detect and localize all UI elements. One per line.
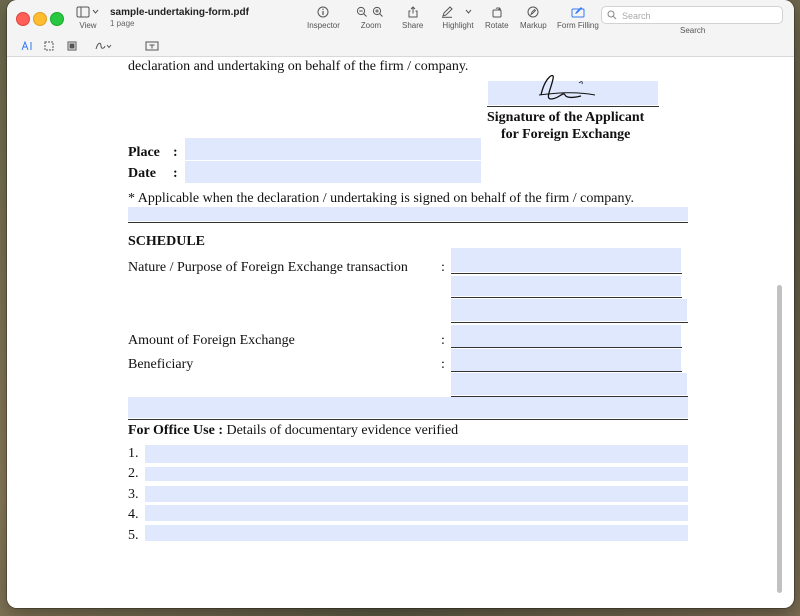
- view-button[interactable]: [76, 6, 100, 30]
- beneficiary-field-2[interactable]: [451, 373, 687, 395]
- vertical-scrollbar[interactable]: [777, 285, 782, 593]
- rectangular-selection-icon[interactable]: [43, 40, 55, 52]
- close-window-button[interactable]: [16, 12, 30, 26]
- amount-label: Amount of Foreign Exchange: [128, 333, 295, 348]
- beneficiary-line-1: [451, 371, 682, 372]
- form-filling-label: Form Filling: [557, 21, 599, 30]
- highlight-label: Highlight: [442, 21, 474, 30]
- beneficiary-input[interactable]: [451, 349, 681, 371]
- signature-label-2: for Foreign Exchange: [501, 127, 631, 142]
- office-use-heading: For Office Use :: [128, 423, 223, 438]
- evidence-input-5[interactable]: [145, 526, 688, 542]
- beneficiary-colon: :: [441, 357, 445, 372]
- evidence-input-3[interactable]: [145, 487, 688, 503]
- place-input[interactable]: [185, 138, 481, 160]
- evidence-field-1[interactable]: [145, 445, 688, 463]
- document-page-count: 1 page: [110, 19, 135, 28]
- form-filling-button[interactable]: [557, 6, 599, 30]
- inspector-button[interactable]: [307, 6, 340, 30]
- zoom-label: Zoom: [360, 21, 382, 30]
- nature-colon: :: [441, 260, 445, 275]
- nature-line-3: [451, 322, 688, 323]
- office-use-text: Details of documentary evidence verified: [222, 423, 459, 438]
- markup-button[interactable]: [520, 6, 547, 30]
- text-selection-icon[interactable]: [21, 40, 33, 52]
- preview-window: [7, 0, 794, 608]
- search-label: Search: [680, 26, 706, 35]
- highlight-button[interactable]: [440, 6, 476, 30]
- sketch-icon[interactable]: [95, 40, 113, 52]
- share-label: Share: [402, 21, 424, 30]
- place-colon: :: [173, 145, 178, 160]
- beneficiary-field-1[interactable]: [451, 349, 681, 371]
- evidence-input-2[interactable]: [145, 469, 688, 483]
- amount-colon: :: [441, 333, 445, 348]
- signature-label-1: Signature of the Applicant: [487, 110, 645, 125]
- markup-icon: [527, 6, 539, 18]
- nature-line-1: [451, 273, 682, 274]
- item-number-3: 3.: [128, 487, 139, 502]
- amount-line: [451, 347, 682, 348]
- inspector-label: Inspector: [307, 21, 340, 30]
- evidence-input-4[interactable]: [145, 506, 688, 522]
- minimize-window-button[interactable]: [33, 12, 47, 26]
- schedule-heading: SCHEDULE: [128, 234, 206, 249]
- rotate-button[interactable]: [485, 6, 509, 30]
- markup-label: Markup: [520, 21, 547, 30]
- amount-field[interactable]: [451, 325, 681, 347]
- nature-label: Nature / Purpose of Foreign Exchange transaction: [128, 260, 408, 275]
- pdf-page: [7, 57, 784, 608]
- handwritten-signature: [535, 69, 605, 107]
- evidence-input-1[interactable]: [145, 445, 688, 463]
- toolbar: [7, 0, 794, 38]
- nature-line-2: [451, 297, 682, 298]
- zoom-icons: [356, 6, 386, 18]
- asterisk-note: * Applicable when the declaration / undertaking is signed on behalf of the firm / company.: [128, 191, 635, 206]
- highlighter-icon: [440, 6, 476, 18]
- place-label: Place: [128, 145, 160, 160]
- redact-icon[interactable]: [66, 40, 78, 52]
- nature-field-2[interactable]: [451, 276, 681, 296]
- declaration-line: declaration and undertaking on behalf of the firm / company.: [128, 59, 469, 74]
- zoom-button[interactable]: [356, 6, 386, 30]
- signature-line: [487, 106, 659, 107]
- date-label: Date: [128, 166, 156, 181]
- date-field[interactable]: [185, 161, 481, 183]
- note-line: [128, 222, 688, 223]
- text-box-icon[interactable]: [145, 40, 159, 52]
- search-field[interactable]: [601, 6, 783, 24]
- item-number-1: 1.: [128, 446, 139, 461]
- note-field[interactable]: [128, 207, 688, 221]
- info-icon: [317, 6, 329, 18]
- evidence-field-2[interactable]: [145, 467, 688, 481]
- zoom-window-button[interactable]: [50, 12, 64, 26]
- beneficiary-line-3: [128, 419, 688, 420]
- nature-field-3[interactable]: [451, 299, 687, 321]
- item-number-5: 5.: [128, 528, 139, 543]
- beneficiary-label: Beneficiary: [128, 357, 194, 372]
- place-field[interactable]: [185, 138, 481, 160]
- markup-toolbar: [7, 37, 794, 57]
- rotate-icon: [491, 6, 503, 18]
- date-input[interactable]: [185, 161, 481, 183]
- nature-field-1[interactable]: [451, 248, 681, 272]
- item-number-2: 2.: [128, 466, 139, 481]
- evidence-field-4[interactable]: [145, 505, 688, 521]
- sidebar-icon: [76, 6, 100, 18]
- share-icon: [407, 6, 419, 18]
- rotate-label: Rotate: [485, 21, 509, 30]
- search-icon: [607, 10, 617, 20]
- form-filling-icon: [571, 6, 585, 18]
- search-input[interactable]: [620, 8, 774, 23]
- document-title: sample-undertaking-form.pdf: [110, 7, 249, 18]
- item-number-4: 4.: [128, 507, 139, 522]
- date-colon: :: [173, 166, 178, 181]
- beneficiary-field-3[interactable]: [128, 397, 688, 418]
- share-button[interactable]: [402, 6, 423, 30]
- evidence-field-5[interactable]: [145, 525, 688, 541]
- view-label: View: [79, 21, 97, 30]
- office-use-line: [128, 423, 458, 439]
- amount-input[interactable]: [451, 325, 681, 347]
- evidence-field-3[interactable]: [145, 486, 688, 502]
